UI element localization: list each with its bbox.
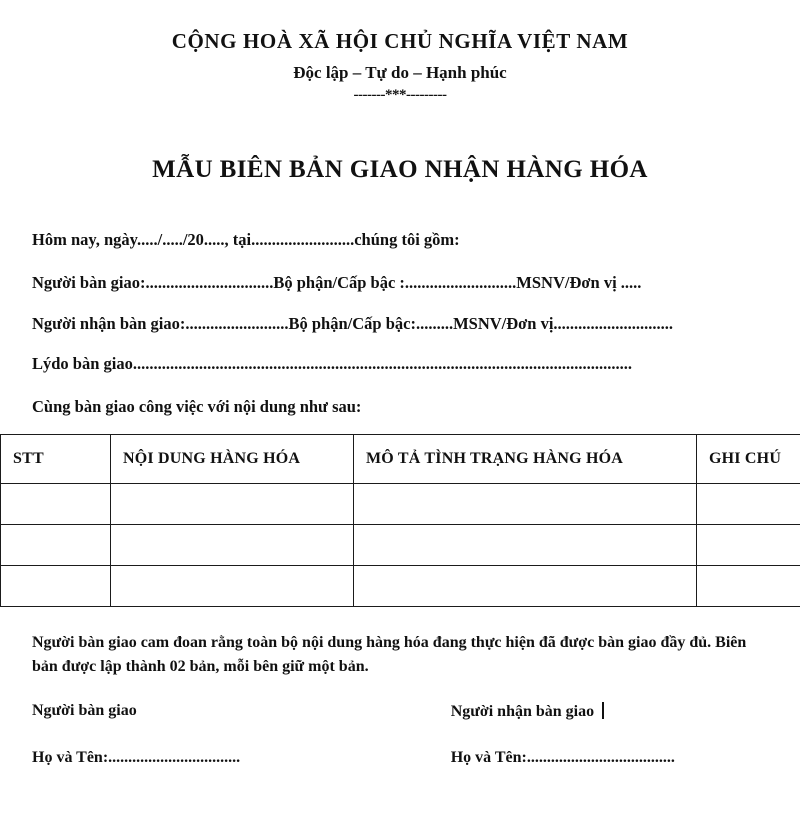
document-header [0, 0, 800, 104]
field-content-note: Cùng bàn giao công việc với nội dung như sau: [32, 397, 362, 416]
cell-stt[interactable] [1, 483, 111, 524]
name-label-receiver: Họ và Tên:..................................... [450, 749, 675, 767]
cell-content[interactable] [111, 483, 354, 524]
cell-content[interactable] [111, 565, 354, 606]
table-row [1, 524, 800, 565]
column-header-condition: MÔ TẢ TÌNH TRẠNG HÀNG HÓA [354, 434, 697, 483]
signature-names-row [0, 749, 800, 767]
national-motto: Độc lập – Tự do – Hạnh phúc [293, 63, 507, 83]
field-date-location: Hôm nay, ngày...../...../20....., tại.........................chúng tôi gồm: [32, 229, 460, 249]
column-header-notes: GHI CHÚ [697, 434, 800, 483]
signature-title-receiver: Người nhận bàn giao [450, 703, 595, 721]
name-block-deliverer [32, 749, 415, 767]
cell-notes[interactable] [697, 483, 800, 524]
table-row [1, 565, 800, 606]
table-header-row [1, 434, 800, 483]
cell-stt[interactable] [1, 524, 111, 565]
closing-paragraph: Người bàn giao cam đoan rằng toàn bộ nội dung hàng hóa đang thực hiện đã được bàn giao đầy đủ. Biên bản được lập thành 02 bản, mỗi bên giữ một bản. [32, 633, 747, 676]
page-title: MẪU BIÊN BẢN GIAO NHẬN HÀNG HÓA [152, 155, 648, 183]
signature-title-deliverer: Người bàn giao [32, 702, 137, 720]
field-deliverer: Người bàn giao:...............................Bộ phận/Cấp bậc :...........................MSNV/Đơn vị ..... [32, 273, 642, 293]
cell-condition[interactable] [354, 483, 697, 524]
column-header-stt: STT [1, 434, 111, 483]
name-block-receiver [415, 749, 768, 767]
cell-notes[interactable] [697, 524, 800, 565]
goods-handover-table [0, 434, 800, 607]
name-label-deliverer: Họ và Tên:................................. [32, 749, 241, 767]
table-body [1, 483, 800, 606]
field-handover-reason: Lýdo bàn giao......................................................................................................................... [32, 354, 632, 374]
header-separator: -------***--------- [353, 86, 447, 103]
signature-block-deliverer [32, 702, 415, 721]
signature-titles-row [0, 702, 800, 721]
form-fields [0, 230, 800, 418]
cell-stt[interactable] [1, 565, 111, 606]
cell-notes[interactable] [697, 565, 800, 606]
cell-condition[interactable] [354, 524, 697, 565]
field-receiver: Người nhận bàn giao:.........................Bộ phận/Cấp bậc:.........MSNV/Đơn vị............................. [32, 313, 674, 333]
table-row [1, 483, 800, 524]
text-cursor-caret [602, 702, 604, 719]
cell-content[interactable] [111, 524, 354, 565]
column-header-content: NỘI DUNG HÀNG HÓA [111, 434, 354, 483]
table-header [1, 434, 800, 483]
signature-block-receiver [415, 702, 768, 721]
cell-condition[interactable] [354, 565, 697, 606]
national-title: CỘNG HOÀ XÃ HỘI CHỦ NGHĨA VIỆT NAM [171, 29, 629, 53]
